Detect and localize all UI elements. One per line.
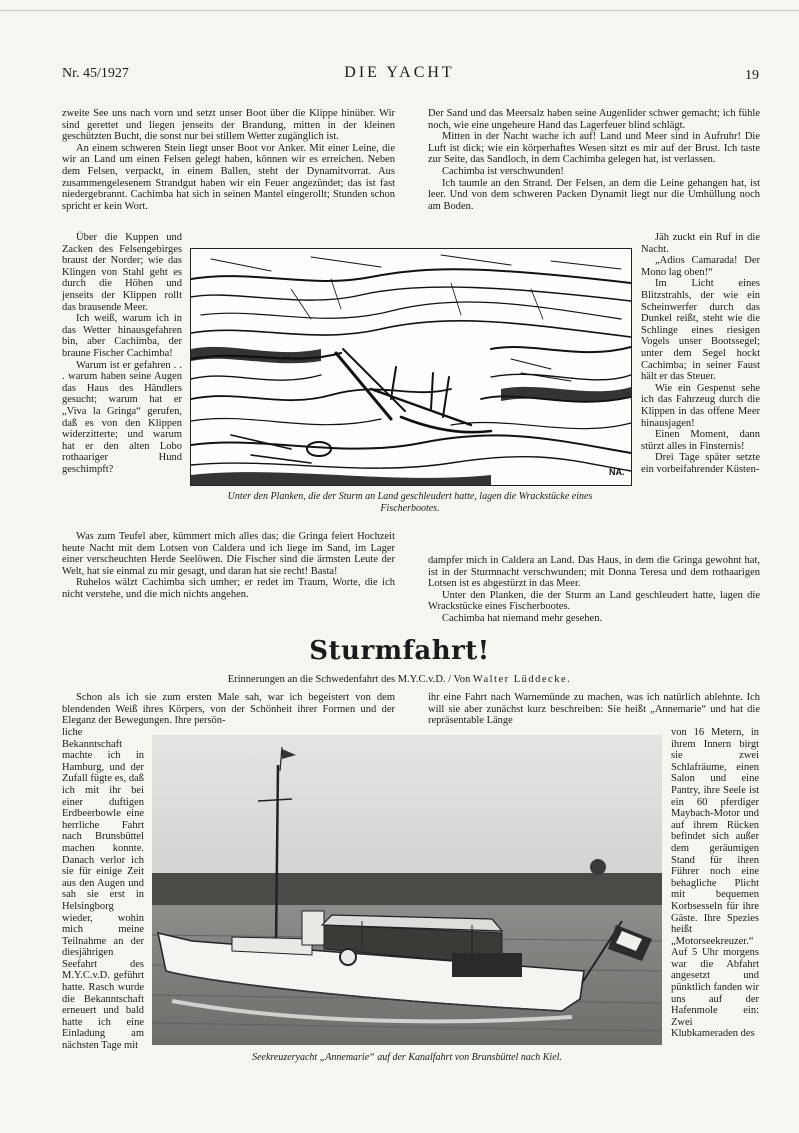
- paragraph: dampfer mich in Caldera an Land. Das Haus, in dem die Gringa gewohnt hat, ist in der Sturmnacht verschwunden; mit Donna Teresa und dem rothaarigen Lotsen ist es abgestürzt in das Meer.: [428, 555, 760, 590]
- paragraph: Wie ein Gespenst sehe ich das Fahrzeug durch die Klippen in das offene Meer hinausjagen!: [641, 382, 760, 429]
- story-col2-bottom: [428, 555, 760, 625]
- byline-prefix: Erinnerungen an die Schwedenfahrt des M.Y.C.v.D. / Von: [227, 674, 471, 685]
- story-col2-narrow: [641, 232, 760, 475]
- paragraph: Ich taumle an den Strand. Der Felsen, an dem die Leine gehangen hat, ist leer. Und von dem schweren Packen Dynamit liegt nur die Umhüllung noch am Boden.: [428, 177, 760, 212]
- paragraph: Ruhelos wälzt Cachimba sich umher; er redet im Traum, Worte, die ich nicht verstehe, und die mich nichts angehen.: [62, 577, 395, 600]
- yacht-photo: [152, 735, 662, 1045]
- paragraph: Einen Moment, dann stürzt alles in Finsternis!: [641, 429, 760, 452]
- storm-illustration: [190, 248, 632, 486]
- story-col2-top: [428, 108, 760, 212]
- paragraph: Was zum Teufel aber, kümmert mich alles das; die Gringa feiert Hochzeit heute Nacht mit dem Lotsen von Caldera und ich liege im Sand, im Lager einer verscheuchten Herde Seelöwen. Die Fischer sind die ärmsten Leute der Welt, hat sie einmal zu mir gesagt, und daran hat sie recht! Basta!: [62, 531, 395, 577]
- illustration-caption: Unter den Planken, die der Sturm an Land geschleudert hatte, lagen die Wrackstücke eines Fischerbootes.: [227, 491, 593, 514]
- yacht-photo-image: [152, 735, 662, 1045]
- paragraph: Cachimba hat niemand mehr gesehen.: [442, 612, 603, 624]
- paragraph: Unter den Planken, die der Sturm an Land geschleudert hatte, lagen die Wrackstücke eines Fischerbootes.: [428, 589, 760, 613]
- paragraph: Mitten in der Nacht wache ich auf! Land und Meer sind in Aufruhr! Die Luft ist dick; wie ein körperhaftes Wesen sitzt es mir auf der Brust. Ich taste zur Seite, das Sandloch, in dem Cachimba gelegen hat, ist verlassen.: [428, 131, 760, 166]
- paragraph: „Adios Camarada! Der Mono lag oben!“: [641, 255, 760, 278]
- paragraph: Über die Kuppen und Zacken des Felsengebirges braust der Norder; wie das Klingen von Stahl geht es durch die Höhen und jenseits der Klippen rollt das brausende Meer.: [62, 232, 182, 313]
- article-col2-narrow: [671, 727, 759, 1040]
- paragraph: Jäh zuckt ein Ruf in die Nacht.: [641, 232, 760, 255]
- paragraph: Cachimba ist verschwunden!: [442, 165, 564, 177]
- paragraph: Ich weiß, warum ich in das Wetter hinausgefahren bin, aber Cachimba, der braune Fischer Cachimba!: [62, 313, 182, 359]
- paragraph: Der Sand und das Meersalz haben seine Augenlider schwer gemacht; ich fühle noch, wie eine ungeheure Hand das Lagerfeuer blind schlägt.: [428, 108, 760, 131]
- issue-number: Nr. 45/1927: [62, 66, 129, 81]
- byline-author: Walter Lüddecke.: [472, 674, 572, 685]
- paragraph: An einem schweren Stein liegt unser Boot vor Anker. Mit einer Leine, die wir an Land um einen Felsen gelegt haben, können wir es erreichen. Neben dem Felsen, verpackt, in einem Ballen, steht der Dynamitvorrat. Aus zusammengelesenem Strandgut haben wir ein Feuer angezündet; das ist fast niedergebrannt. Cachimba hat sich in seinen Mantel eingerollt; Stunden schon spricht er kein Wort.: [62, 142, 395, 212]
- story-col1-top: [62, 108, 395, 212]
- paragraph: Schon als ich sie zum ersten Male sah, war ich begeistert von dem blendenden Weiß ihres Körpers, von der Schönheit ihrer Formen und der Eleganz der Bewegungen. Ihre persön-: [62, 692, 395, 727]
- article-title: Sturmfahrt!: [309, 636, 490, 666]
- paragraph: Im Licht eines Blitzstrahls, der wie ein Scheinwerfer durch das Dunkel reißt, steht wie die Schlinge eines riesigen Vogels unser Bootssegel; unter dem Segel hockt Cachimba; in seiner Faust hält er das Steuer.: [641, 278, 760, 383]
- article-col1-top: [62, 692, 395, 727]
- story-col1-narrow: [62, 232, 182, 475]
- photo-caption: Seekreuzeryacht „Annemarie“ auf der Kanalfahrt von Brunsbüttel nach Kiel.: [252, 1052, 562, 1063]
- article-col2-top: [428, 692, 760, 727]
- paragraph: ihr eine Fahrt nach Warnemünde zu machen, was ich natürlich ablehnte. Ich will sie aber zunächst kurz beschreiben: Sie heißt „Annemarie“ und hat die repräsentable Länge: [428, 692, 760, 727]
- paragraph: zweite See uns nach vorn und setzt unser Boot über die Klippe hinüber. Wir sind gerettet und liegen jenseits der Brandung, mitten in der kleinen geschützten Bucht, die sonst nur bei stillem Wetter zugänglich ist.: [62, 108, 395, 143]
- paragraph: liche Bekanntschaft machte ich in Hamburg, und der Zufall fügte es, daß ich mit ihr bei einer duftigen Erdbeerbowle eine herrliche Fahrt nach Brunsbüttel machen konnte. Danach verlor ich sie für einige Zeit aus den Augen und sah sie erst in Helsingborg wieder, wohin mich meine Teilnahme an der diesjährigen Seefahrt des M.Y.C.v.D. geführt hatte. Rasch wurde die Bekanntschaft erneuert und bald hatte ich eine Einladung am nächsten Tage mit: [62, 727, 144, 1052]
- story-col1-bottom: [62, 531, 395, 601]
- article-col1-narrow: [62, 727, 144, 1052]
- paragraph: Warum ist er gefahren . . . warum haben seine Augen das Haus des Händlers gesucht; warum hat er „Viva la Gringa“ gerufen, daß es von den Klippen widerzitterte; und warum hat er den alten Lobo rothaariger Hund geschimpft?: [62, 359, 182, 475]
- paragraph: von 16 Metern, in ihrem Innern birgt sie zwei Schlafräume, einen Salon und eine Pantry, ihre Seele ist ein 60 pferdiger Maybach-Motor und auf ihrem Rücken befindet sich außer dem geräumigen Stand für ihren Führer noch eine behagliche Plicht mit bequemen Korbsesseln für ihre Gäste. Ihre Spezies heißt „Motorseekreuzer.“ Auf 5 Uhr morgens war die Abfahrt angesetzt und pünktlich fanden wir uns auf der Hafenmole ein: Zwei Klubkameraden des: [671, 727, 759, 1040]
- storm-sketch: [191, 249, 631, 485]
- paragraph: Drei Tage später setzte ein vorbeifahrender Küsten-: [641, 452, 760, 475]
- top-rule: [0, 10, 799, 11]
- page-number: 19: [745, 68, 759, 83]
- magazine-title: DIE YACHT: [344, 64, 455, 81]
- artist-signature: NA.: [609, 467, 625, 477]
- article-byline: [0, 674, 799, 685]
